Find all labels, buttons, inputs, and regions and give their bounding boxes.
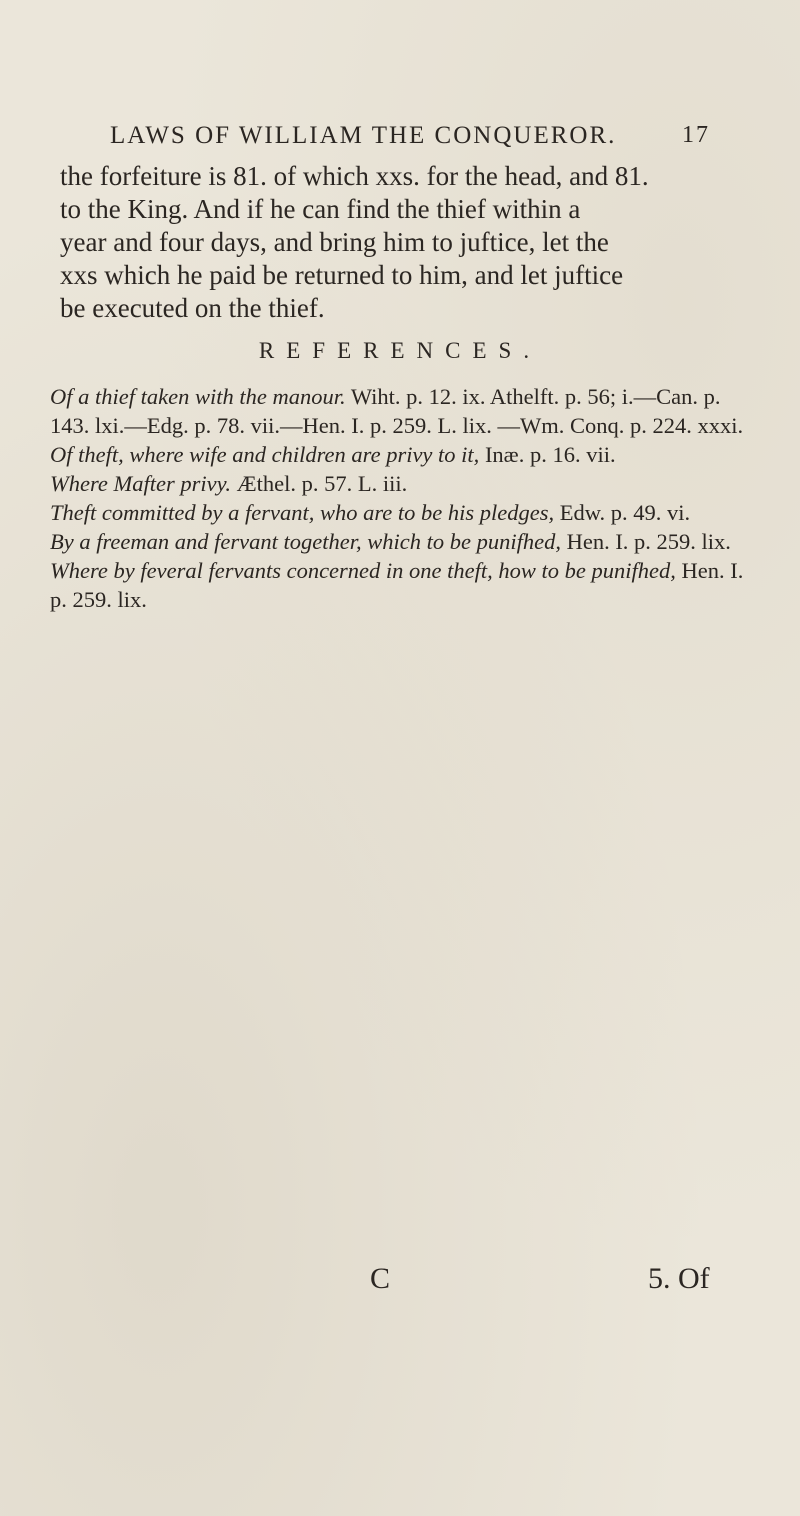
reference-entry bbox=[50, 440, 750, 469]
body-line: year and four days, and bring him to juftice, let the bbox=[60, 227, 609, 257]
page-footer bbox=[0, 1262, 800, 1302]
references-heading: REFERENCES. bbox=[258, 338, 542, 363]
reference-citation: Hen. I. p. 259. lix. bbox=[50, 558, 744, 612]
body-paragraph bbox=[60, 160, 750, 325]
reference-citation: Edw. p. 49. vi. bbox=[559, 500, 691, 525]
references-list bbox=[50, 382, 750, 614]
reference-subject: Where Mafter privy. bbox=[50, 471, 231, 496]
reference-subject: Theft committed by a fervant, who are to be his pledges, bbox=[50, 500, 555, 525]
catchword: 5. Of bbox=[648, 1262, 710, 1295]
reference-entry bbox=[50, 527, 750, 556]
body-line: the forfeiture is 81. of which xxs. for the head, and 81. bbox=[60, 161, 649, 191]
reference-citation: Wiht. p. 12. ix. Athelft. p. 56; i.—Can. p. 143. lxi.—Edg. p. 78. vii.—Hen. I. p. 259. L. lix. —Wm. Conq. p. 224. xxxi. bbox=[50, 384, 744, 438]
signature-mark: C bbox=[370, 1262, 391, 1295]
reference-citation: Hen. I. p. 259. lix. bbox=[566, 529, 731, 554]
running-header bbox=[110, 122, 710, 150]
reference-subject: Of theft, where wife and children are privy to it, bbox=[50, 442, 480, 467]
reference-citation: Æthel. p. 57. L. iii. bbox=[236, 471, 408, 496]
reference-entry bbox=[50, 382, 750, 440]
running-title: LAWS OF WILLIAM THE CONQUEROR. bbox=[110, 122, 617, 149]
reference-subject: Of a thief taken with the manour. bbox=[50, 384, 346, 409]
reference-subject: By a freeman and fervant together, which to be punifhed, bbox=[50, 529, 561, 554]
reference-entry bbox=[50, 498, 750, 527]
reference-citation: Inæ. p. 16. vii. bbox=[484, 442, 616, 467]
body-line: xxs which he paid be returned to him, and let juftice bbox=[60, 260, 624, 290]
reference-subject: Where by feveral fervants concerned in one theft, how to be punifhed, bbox=[50, 558, 676, 583]
body-line: be executed on the thief. bbox=[60, 293, 325, 323]
body-line: to the King. And if he can find the thief within a bbox=[60, 194, 581, 224]
page-number: 17 bbox=[682, 122, 710, 148]
reference-entry bbox=[50, 556, 750, 614]
reference-entry bbox=[50, 469, 750, 498]
